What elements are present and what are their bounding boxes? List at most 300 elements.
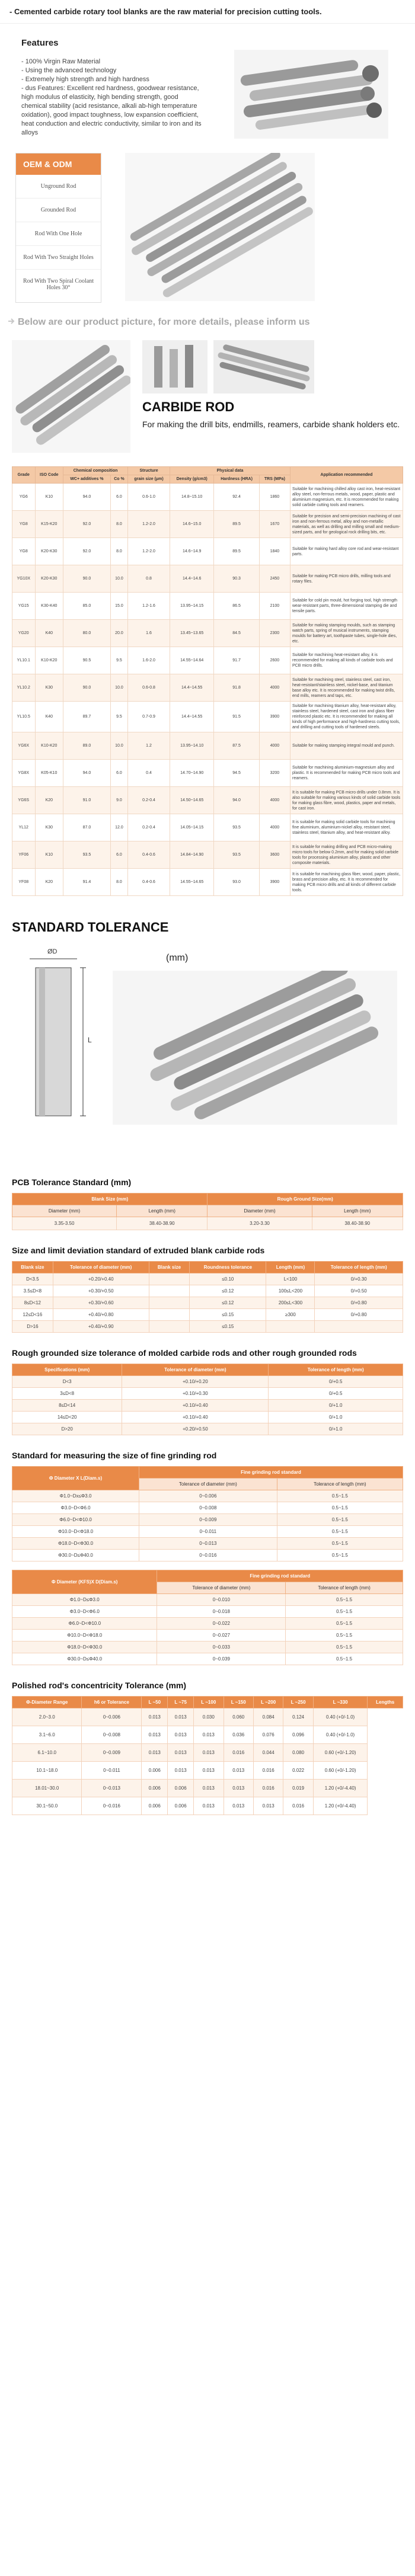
table-cell: 0.40 (+0/-1.0) [313, 1726, 368, 1744]
table-cell [266, 1321, 315, 1333]
table-cell: 0.013 [168, 1762, 194, 1780]
th-app: Application recommended [290, 467, 403, 484]
table-cell: 0.013 [142, 1726, 168, 1744]
table-cell: 6.1~10.0 [12, 1744, 82, 1762]
table-cell: 94.0 [63, 484, 111, 511]
molded-table [12, 1364, 403, 1435]
table-cell: 0.013 [168, 1726, 194, 1744]
features-item: high modulus of elasticity, high bending strength, good [21, 94, 178, 101]
table-cell: 3900 [259, 869, 290, 896]
table-cell: +0.20/+0.50 [122, 1423, 269, 1435]
table-cell: 0.013 [194, 1797, 224, 1815]
unit-label: (mm) [166, 953, 189, 963]
table-cell: 94.5 [214, 760, 259, 787]
table-cell: 2600 [259, 647, 290, 674]
table-cell: 0/+0.80 [315, 1297, 403, 1309]
table-cell: Φ10.0~D<Φ18.0 [12, 1630, 157, 1641]
table-cell: +0.10/+0.30 [122, 1388, 269, 1400]
table-cell: 0.013 [142, 1708, 168, 1726]
table-cell: 0.006 [142, 1762, 168, 1780]
table-cell: YL10.5 [12, 702, 36, 732]
blurb-text: Below are our product picture, for more details, please inform us [18, 317, 310, 327]
table-cell: 0.016 [253, 1762, 283, 1780]
tool-photos [142, 340, 403, 393]
th-co: Co % [110, 475, 127, 484]
oem-item-spiral-holes[interactable]: Rod With Two Spiral Coolant Holes 30° [23, 278, 94, 291]
table-cell: Suitable for cold pin mould, hot forging tool, high strength wear-resistant parts, three-dimensional stamping die and tensile parts. [290, 593, 403, 620]
table-cell: 2100 [259, 593, 290, 620]
table-row [12, 787, 403, 814]
th-hardness: Hardness (HRA) [214, 475, 259, 484]
table-cell: 0~0.016 [139, 1550, 277, 1561]
table-cell: 0.030 [194, 1708, 224, 1726]
table-cell: 0.5~1.5 [286, 1653, 403, 1665]
oem-section [0, 145, 415, 309]
table-row [12, 732, 403, 760]
table-cell: 0/+0.30 [315, 1273, 403, 1285]
table-cell: 0.60 (+0/-1.20) [313, 1762, 368, 1780]
table-row [12, 1762, 403, 1780]
table-cell: Suitable for making hard alloy core rod and wear-resistant parts. [290, 538, 403, 565]
table-cell: 0.124 [283, 1708, 313, 1726]
th-struct: Structure [128, 467, 170, 475]
table-cell: 14.6~15.0 [170, 511, 213, 538]
table-cell: 1.20 (+0/-4.40) [313, 1797, 368, 1815]
table-cell: 90.0 [63, 565, 111, 593]
top-banner: - Cemented carbide rotary tool blanks are the raw material for precision cutting tools. [0, 0, 415, 24]
table-cell: 0.036 [224, 1726, 253, 1744]
table-cell: 0~0.008 [139, 1502, 277, 1514]
table-row [12, 1321, 403, 1333]
column-header: Tolerance of diameter (mm) [122, 1364, 269, 1376]
table-cell: 20.0 [110, 620, 127, 647]
th-grade: Grade [12, 467, 36, 484]
column-header: L ~200 [253, 1697, 283, 1708]
table-cell: 14.8~15.10 [170, 484, 213, 511]
column-header: L ~50 [142, 1697, 168, 1708]
table-row [12, 1797, 403, 1815]
table-cell: YG15 [12, 593, 36, 620]
length-label: L [88, 1036, 92, 1044]
table-cell: 1.6-2.0 [128, 647, 170, 674]
table-cell: ≥300 [266, 1309, 315, 1321]
fine2-sub: Tolerance of length (mm) [286, 1582, 403, 1594]
features-item: - dus Features: Excellent red hardness, goodwear resistance, [21, 85, 199, 92]
table-row [12, 1653, 403, 1665]
table-cell: 0.060 [224, 1708, 253, 1726]
table-cell: 91.8 [214, 674, 259, 702]
table-cell: K05-K10 [35, 760, 63, 787]
table-row [12, 1309, 403, 1321]
table-cell: K15-K20 [35, 511, 63, 538]
table-cell: 4000 [259, 674, 290, 702]
pcb-title: PCB Tolerance Standard (mm) [12, 1177, 132, 1187]
th-phys: Physical data [170, 467, 290, 475]
table-cell: Φ18.0~D<Φ30.0 [12, 1641, 157, 1653]
column-header: Blank size [149, 1262, 190, 1273]
table-cell: 0~0.027 [157, 1630, 286, 1641]
table-cell: Φ1.0~D≤Φ3.0 [12, 1594, 157, 1606]
table-cell: 1.20 (+0/-4.40) [313, 1780, 368, 1797]
table-cell: It is suitable for making PCB micro drills under 0.8mm. It is also suitable for making various kinds of solid carbide tools for making glass fibre, wood, plastics, paper and metals, for cast iron. [290, 787, 403, 814]
carbide-section [0, 334, 415, 460]
table-cell: 0~0.016 [82, 1797, 142, 1815]
fine2-head-left: Φ Diameter (KFS)X D(Diam.s) [12, 1570, 157, 1594]
table-cell: 0/+1.0 [269, 1400, 403, 1412]
table-cell: K10 [35, 484, 63, 511]
table-cell: 0.013 [168, 1744, 194, 1762]
table-cell: 0.5~1.5 [286, 1594, 403, 1606]
table-cell: 0.013 [194, 1726, 224, 1744]
pcb-cell: 38.40-38.90 [117, 1217, 208, 1230]
rod-photo-1 [217, 38, 406, 139]
endmill-photo [142, 340, 208, 393]
column-header: L ~250 [283, 1697, 313, 1708]
grade-table-body [12, 484, 403, 896]
table-cell: YG20 [12, 620, 36, 647]
table-cell: 14.84~14.90 [170, 841, 213, 869]
carbide-title: CARBIDE ROD [142, 399, 235, 414]
table-cell: +0.40/+0.90 [53, 1321, 149, 1333]
table-cell: 2300 [259, 620, 290, 647]
table-cell: 4000 [259, 787, 290, 814]
rods-bundle-photo [213, 340, 314, 393]
table-cell: 0.5~1.5 [277, 1526, 403, 1538]
table-cell: 0.016 [283, 1797, 313, 1815]
table-cell [149, 1309, 190, 1321]
table-cell: +0.10/+0.20 [122, 1376, 269, 1388]
table-row [12, 814, 403, 841]
oem-item-unground[interactable]: Unground Rod [16, 175, 101, 199]
table-cell: 0~0.018 [157, 1606, 286, 1618]
table-cell: 3.5≤D<8 [12, 1285, 53, 1297]
table-cell: ≤0.10 [190, 1273, 266, 1285]
table-cell: 14.4~14.55 [170, 674, 213, 702]
table-cell: K10 [35, 841, 63, 869]
features-section [0, 24, 415, 145]
table-cell: 9.0 [110, 787, 127, 814]
fine1-sub: Tolerance of length (mm) [277, 1479, 403, 1490]
table-cell: 12.0 [110, 814, 127, 841]
rod-photo-2 [125, 153, 315, 303]
table-cell: 10.1~18.0 [12, 1762, 82, 1780]
pcb-sub: Length (mm) [312, 1205, 403, 1217]
table-cell: 0~0.006 [82, 1708, 142, 1726]
table-cell: It is suitable for making drilling and PCB micro-making micro tools for below 0.2mm, and for making solid carbide tools for processing aluminium alloy, plastic and other composite materials. [290, 841, 403, 869]
table-cell: 18.01~30.0 [12, 1780, 82, 1797]
table-cell: 0/+0.5 [269, 1388, 403, 1400]
table-row [12, 484, 403, 511]
table-cell: 90.3 [214, 565, 259, 593]
pcb-head-blank: Blank Size (mm) [12, 1193, 208, 1205]
table-cell [149, 1297, 190, 1309]
table-cell: 0.013 [253, 1797, 283, 1815]
table-cell: 0.013 [168, 1708, 194, 1726]
table-cell: 84.5 [214, 620, 259, 647]
table-cell: 8≤D<12 [12, 1297, 53, 1309]
table-row [12, 1744, 403, 1762]
column-header: L ~150 [224, 1697, 253, 1708]
table-cell: 91.7 [214, 647, 259, 674]
pcb-cell: 3.20-3.30 [208, 1217, 312, 1230]
table-cell: Suitable for machining steel, stainless steel, cast iron, heat-resistant/stainless steel, nickel-base, and titanium base alloy etc. It is recommended for making twist drills, end mills, reamers and taps, etc. [290, 674, 403, 702]
th-trs: TRS (MPa) [259, 475, 290, 484]
table-cell: Suitable for machining chilled alloy cast iron, heat-resistant alloy steel, non-ferrous metals, wood, paper, plastic and aluminium magnesium, etc. It is recommended for making solid carbide cutting tools and reamers. [290, 484, 403, 511]
table-cell: YL10.2 [12, 674, 36, 702]
table-cell: 89.5 [214, 511, 259, 538]
diameter-label: ØD [47, 948, 58, 955]
table-row [12, 565, 403, 593]
table-cell: K30-K40 [35, 593, 63, 620]
table-cell: ≤0.15 [190, 1309, 266, 1321]
table-row [12, 1490, 403, 1502]
table-cell: 0/+1.0 [269, 1412, 403, 1423]
carbide-desc: For making the drill bits, endmills, reamers, carbide shank holders etc. [142, 420, 400, 429]
table-cell: 1.2-1.6 [128, 593, 170, 620]
fine1-head-left: Φ Diameter X L(Diam.s) [12, 1467, 139, 1490]
table-cell: 0~0.009 [82, 1744, 142, 1762]
fine2-head-right: Fine grinding rod standard [157, 1570, 403, 1582]
table-cell: 0~0.009 [139, 1514, 277, 1526]
table-row [12, 1630, 403, 1641]
table-cell: 14.70~14.90 [170, 760, 213, 787]
features-item: - Extremely high strength and high hardness [21, 76, 149, 83]
table-cell: 1840 [259, 538, 290, 565]
table-cell: YG6 [12, 484, 36, 511]
column-header: Length (mm) [266, 1262, 315, 1273]
concentricity-table [12, 1696, 403, 1815]
features-item: alloys [21, 129, 39, 136]
table-cell: 0.5~1.5 [286, 1630, 403, 1641]
table-cell: 100≤L<200 [266, 1285, 315, 1297]
table-cell: 92.0 [63, 511, 111, 538]
table-cell: 2450 [259, 565, 290, 593]
table-cell: 0/+1.0 [269, 1423, 403, 1435]
table-cell: 0~0.033 [157, 1641, 286, 1653]
column-header: L ~330 [313, 1697, 368, 1708]
table-cell: 0~0.008 [82, 1726, 142, 1744]
table-cell: 0~0.039 [157, 1653, 286, 1665]
table-cell: D<3.5 [12, 1273, 53, 1285]
pcb-head-rough: Rough Ground Size(mm) [208, 1193, 403, 1205]
table-cell: 92.0 [63, 538, 111, 565]
oem-item-one-hole[interactable]: Rod With One Hole [16, 222, 101, 246]
table-cell: Suitable for making stamping integral mould and punch. [290, 732, 403, 760]
carbide-info [142, 340, 403, 455]
table-row [12, 869, 403, 896]
pcb-sub: Diameter (mm) [208, 1205, 312, 1217]
table-cell: 14.4~14.6 [170, 565, 213, 593]
oem-title: OEM & ODM [16, 153, 101, 175]
features-list [21, 57, 217, 137]
table-cell: ≤0.15 [190, 1321, 266, 1333]
th-wc: WC+ additives % [63, 475, 111, 484]
column-header: L ~75 [168, 1697, 194, 1708]
table-cell: 0.6-1.0 [128, 484, 170, 511]
table-cell: 1.2-2.0 [128, 511, 170, 538]
table-cell: 0.5~1.5 [277, 1514, 403, 1526]
table-cell: 0.7-0.9 [128, 702, 170, 732]
table-row [12, 702, 403, 732]
table-cell: 13.95~14.10 [170, 732, 213, 760]
extruded-title: Size and limit deviation standard of extruded blank carbide rods [12, 1246, 265, 1255]
table-cell: 1.6 [128, 620, 170, 647]
pcb-cell: 38.40-38.90 [312, 1217, 403, 1230]
table-cell: 0.5~1.5 [277, 1502, 403, 1514]
table-cell: 93.5 [214, 841, 259, 869]
features-item: - 100% Virgin Raw Material [21, 58, 101, 65]
oem-menu [15, 153, 101, 303]
molded-title: Rough grounded size tolerance of molded carbide rods and other rough grounded rods [12, 1348, 357, 1358]
table-cell: 80.0 [63, 620, 111, 647]
table-cell: K20 [35, 787, 63, 814]
oem-item-two-holes[interactable]: Rod With Two Straight Holes [16, 246, 101, 270]
table-cell: D<3 [12, 1376, 122, 1388]
table-cell: 87.0 [63, 814, 111, 841]
table-cell: 1670 [259, 511, 290, 538]
table-cell: 14.55~14.65 [170, 869, 213, 896]
column-header: Tolerance of diameter (mm) [53, 1262, 149, 1273]
table-cell [149, 1273, 190, 1285]
table-cell: 6.0 [110, 760, 127, 787]
features-item: heat conduction and electric conductivity, similar to iron and its [21, 120, 202, 127]
column-header: h6 or Tolerance [82, 1697, 142, 1708]
table-cell: 6.0 [110, 841, 127, 869]
table-cell: 90.5 [63, 647, 111, 674]
table-cell: ≤0.12 [190, 1285, 266, 1297]
table-cell: 8≤D<14 [12, 1400, 122, 1412]
table-cell: +0.10/+0.40 [122, 1400, 269, 1412]
table-cell: K40 [35, 702, 63, 732]
column-header: Tolerance of length (mm) [269, 1364, 403, 1376]
table-cell: 0.013 [194, 1762, 224, 1780]
table-row [12, 511, 403, 538]
table-row [12, 647, 403, 674]
table-row [12, 538, 403, 565]
table-cell: 10.0 [110, 565, 127, 593]
table-cell: It is suitable for making solid carbide tools for machining fine aluminium, aluminium-nickel alloy, resistant steel, stainless steel, titanium alloy, and heat-resistant alloy. [290, 814, 403, 841]
table-row [12, 1526, 403, 1538]
table-cell: 0.5~1.5 [277, 1550, 403, 1561]
table-cell: 3600 [259, 841, 290, 869]
table-cell: 0.8 [128, 565, 170, 593]
table-cell: 87.5 [214, 732, 259, 760]
concentricity-title: Polished rod's concentricity Tolerance (mm) [12, 1681, 187, 1690]
table-row [12, 1388, 403, 1400]
table-cell: YL12 [12, 814, 36, 841]
table-cell: 91.4 [63, 869, 111, 896]
table-cell: YF06 [12, 841, 36, 869]
column-header: Tolerance of length (mm) [315, 1262, 403, 1273]
table-cell: 30.1~50.0 [12, 1797, 82, 1815]
table-row [12, 1297, 403, 1309]
table-cell: 0/+0.80 [315, 1309, 403, 1321]
fine1-sub: Tolerance of diameter (mm) [139, 1479, 277, 1490]
table-cell: 0.6-0.8 [128, 674, 170, 702]
grade-table [12, 466, 403, 896]
table-cell: L<100 [266, 1273, 315, 1285]
table-row [12, 760, 403, 787]
table-row [12, 1606, 403, 1618]
table-row [12, 1641, 403, 1653]
th-grain: grain size (μm) [128, 475, 170, 484]
table-row [12, 674, 403, 702]
table-cell: 9.5 [110, 702, 127, 732]
table-cell: 0.016 [224, 1744, 253, 1762]
table-cell: 93.0 [214, 869, 259, 896]
table-cell: 3900 [259, 702, 290, 732]
table-cell: K10-K20 [35, 732, 63, 760]
table-cell: 10.0 [110, 674, 127, 702]
table-cell: Φ18.0~D<Φ30.0 [12, 1538, 139, 1550]
fine-title: Standard for measuring the size of fine grinding rod [12, 1451, 217, 1460]
table-row [12, 1708, 403, 1726]
table-cell: Φ3.0~D<Φ6.0 [12, 1502, 139, 1514]
table-cell: Φ6.0~D<Φ10.0 [12, 1514, 139, 1526]
table-cell: 14.6~14.9 [170, 538, 213, 565]
table-cell: 89.0 [63, 732, 111, 760]
table-cell: 0.2-0.4 [128, 814, 170, 841]
table-cell: 15.0 [110, 593, 127, 620]
features-item: chemical stability (acid resistance, alkali ab-high temperature [21, 103, 197, 110]
table-row [12, 1780, 403, 1797]
table-cell: 1.2 [128, 732, 170, 760]
table-cell: K40 [35, 620, 63, 647]
table-cell: 0~0.013 [139, 1538, 277, 1550]
oem-item-grounded[interactable]: Grounded Rod [16, 199, 101, 222]
table-cell: 0~0.011 [139, 1526, 277, 1538]
rod-photo-3 [12, 340, 130, 455]
table-cell: K20 [35, 869, 63, 896]
table-cell: 0.013 [194, 1744, 224, 1762]
table-cell: Suitable for machining aluminium-magnesium alloy and plastic. It is recommended for making PCB micro tools and reamers. [290, 760, 403, 787]
table-cell: YG10X [12, 565, 36, 593]
table-cell: 8.0 [110, 511, 127, 538]
table-cell: 13.45~13.65 [170, 620, 213, 647]
fine-table-1 [12, 1466, 403, 1561]
table-cell: Suitable for precision and semi-precision machining of cast iron and non-ferrous metal, alloy and non-metallic materials, as well as drilling and milling small and medium-sized parts, and for geological rock drilling bits, etc. [290, 511, 403, 538]
table-cell: 0.006 [168, 1797, 194, 1815]
table-cell: 0.4 [128, 760, 170, 787]
column-header: Blank size [12, 1262, 53, 1273]
table-row [12, 1538, 403, 1550]
table-cell: +0.20/+0.40 [53, 1273, 149, 1285]
table-cell: 3≤D<8 [12, 1388, 122, 1400]
pcb-sub: Diameter (mm) [12, 1205, 117, 1217]
standard-tolerance-section [0, 935, 415, 1162]
table-cell: 93.5 [63, 841, 111, 869]
table-row [12, 620, 403, 647]
table-row [12, 1514, 403, 1526]
table-cell: D>16 [12, 1321, 53, 1333]
table-cell: YG8X [12, 760, 36, 787]
table-cell: YG6X [12, 732, 36, 760]
table-cell: 14.05~14.15 [170, 814, 213, 841]
column-header: L ~100 [194, 1697, 224, 1708]
table-cell: YL10.1 [12, 647, 36, 674]
column-header: Φ-Diameter Range [12, 1697, 82, 1708]
table-cell: 0.013 [224, 1797, 253, 1815]
table-cell: 0.5~1.5 [277, 1490, 403, 1502]
th-chem: Chemical composition [63, 467, 128, 475]
table-cell: 0~0.006 [139, 1490, 277, 1502]
rod-dimension-diagram [12, 947, 101, 1125]
fine2-sub: Tolerance of diameter (mm) [157, 1582, 286, 1594]
table-cell: 86.5 [214, 593, 259, 620]
column-header: Roundness tolerance [190, 1262, 266, 1273]
table-cell: 200≤L<300 [266, 1297, 315, 1309]
table-row [12, 593, 403, 620]
